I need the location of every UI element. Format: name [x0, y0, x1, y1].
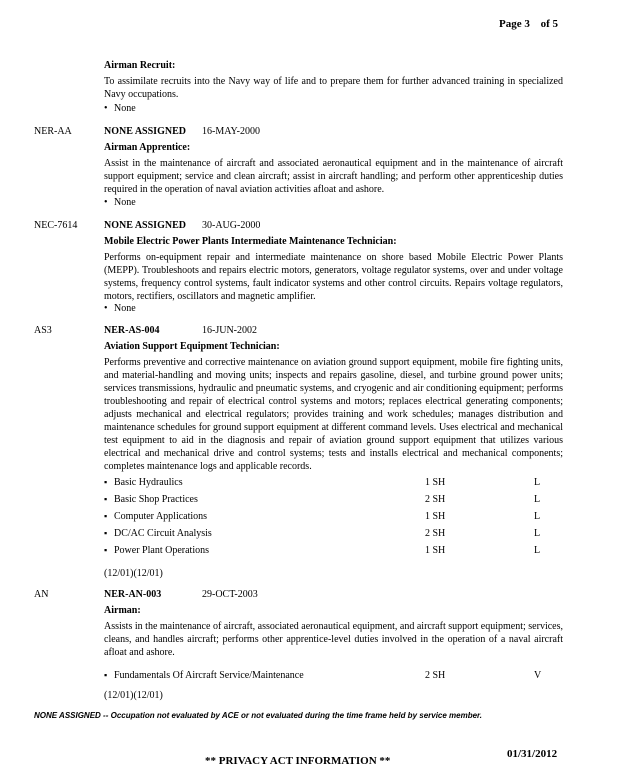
page-number — [499, 18, 558, 30]
course-level: L — [534, 511, 541, 522]
entry-code: NEC-7614 — [34, 220, 78, 231]
course-level: L — [534, 477, 541, 488]
entry-title: Aviation Support Equipment Technician: — [104, 341, 280, 352]
course-level: L — [534, 545, 541, 556]
course-credit: 2 SH — [425, 494, 446, 505]
print-date: 01/31/2012 — [507, 748, 558, 760]
course-credit: 1 SH — [425, 477, 446, 488]
entry-code: NER-AA — [34, 126, 72, 137]
course-name: ▪ Power Plant Operations — [114, 545, 209, 556]
entry-description: To assimilate recruits into the Navy way of life and to prepare them for further advanced training in specialized Navy occupations. — [104, 76, 563, 100]
entry-title: Mobile Electric Power Plants Intermediate Maintenance Technician: — [104, 236, 397, 247]
course-credit: 1 SH — [425, 511, 446, 522]
entry-description: Assist in the maintenance of aircraft and associated aeronautical equipment and in the maintenance of aircraft support equipment; service and clean aircraft; assist in aircraft handling; and perform other apprenticeship duties required in the operation of naval aviation activities afloat and ashore. — [104, 158, 563, 195]
course-credit: 2 SH — [425, 528, 446, 539]
entry-date: 29-OCT-2003 — [202, 589, 258, 600]
entry-title: Airman: — [104, 605, 141, 616]
entry-bullet: • None — [114, 103, 136, 114]
entry-date: 30-AUG-2000 — [202, 220, 261, 231]
course-level: L — [534, 494, 541, 505]
entry-source: NONE ASSIGNED — [104, 220, 186, 231]
entry-source: NER-AS-004 — [104, 325, 160, 336]
entry-date: 16-JUN-2002 — [202, 325, 257, 336]
course-name: ▪ DC/AC Circuit Analysis — [114, 528, 212, 539]
entry-description: Performs on-equipment repair and intermediate maintenance on shore based Mobile Electric Power Plants (MEPP). Troubleshoots and repairs electric motors, generators, voltage regulator systems, over and under voltage systems, frequency control systems, fault indicator systems and other control circuits. Repairs voltage regulators, motors, rectifiers, oscillators and magnetic amplifier. — [104, 252, 563, 302]
course-credit: 2 SH — [425, 670, 446, 681]
entry-code: AN — [34, 589, 49, 600]
entry-title: Airman Recruit: — [104, 60, 176, 71]
entry-bullet: • None — [114, 197, 136, 208]
entry-description: Assists in the maintenance of aircraft, associated aeronautical equipment, and aircraft support equipment; services, cleans, and handles aircraft; performs other apprentice-level duties involved in the operation of a naval aircraft afloat and ashore. — [104, 621, 563, 658]
course-name: ▪ Basic Shop Practices — [114, 494, 198, 505]
footer-note: NONE ASSIGNED -- Occupation not evaluated by ACE or not evaluated during the time frame held by service member. — [34, 711, 482, 720]
course-name: ▪ Fundamentals Of Aircraft Service/Maintenance — [114, 670, 304, 681]
dates-note: (12/01)(12/01) — [104, 690, 163, 701]
course-credit: 1 SH — [425, 545, 446, 556]
entry-source: NONE ASSIGNED — [104, 126, 186, 137]
entry-bullet: • None — [114, 303, 136, 314]
dates-note: (12/01)(12/01) — [104, 568, 163, 579]
entry-date: 16-MAY-2000 — [202, 126, 260, 137]
privacy-notice: ** PRIVACY ACT INFORMATION ** — [205, 755, 391, 767]
page-of-label: of 5 — [540, 18, 559, 30]
entry-title: Airman Apprentice: — [104, 142, 191, 153]
course-level: V — [534, 670, 542, 681]
course-level: L — [534, 528, 541, 539]
entry-source: NER-AN-003 — [104, 589, 162, 600]
entry-description: Performs preventive and corrective maintenance on aviation ground support equipment, mobile fire fighting units, and material-handling and moving units; inspects and repairs gasoline, diesel, and turbine ground power units; services transmissions, hydraulic and pneumatic systems, and cryogenic and air conditioning equipment; performs troubleshooting and repair of electrical control systems and motors; replaces electrical generating components; adjusts mechanical and electrical regulators; provides training and work schedules; manages distribution and maintenance schedules for ground support equipment at different command levels. Uses electrical and mechanical test equipment to aid in the diagnosis and repair of aviation ground support equipment that utilizes various electrical and mechanical drive and control systems; tests and installs electrical and mechanical components; completes maintenance logs and applicable records. — [104, 357, 563, 472]
course-name: ▪ Basic Hydraulics — [114, 477, 183, 488]
page-label: Page 3 — [499, 18, 530, 30]
entry-code: AS3 — [34, 325, 52, 336]
course-name: ▪ Computer Applications — [114, 511, 207, 522]
